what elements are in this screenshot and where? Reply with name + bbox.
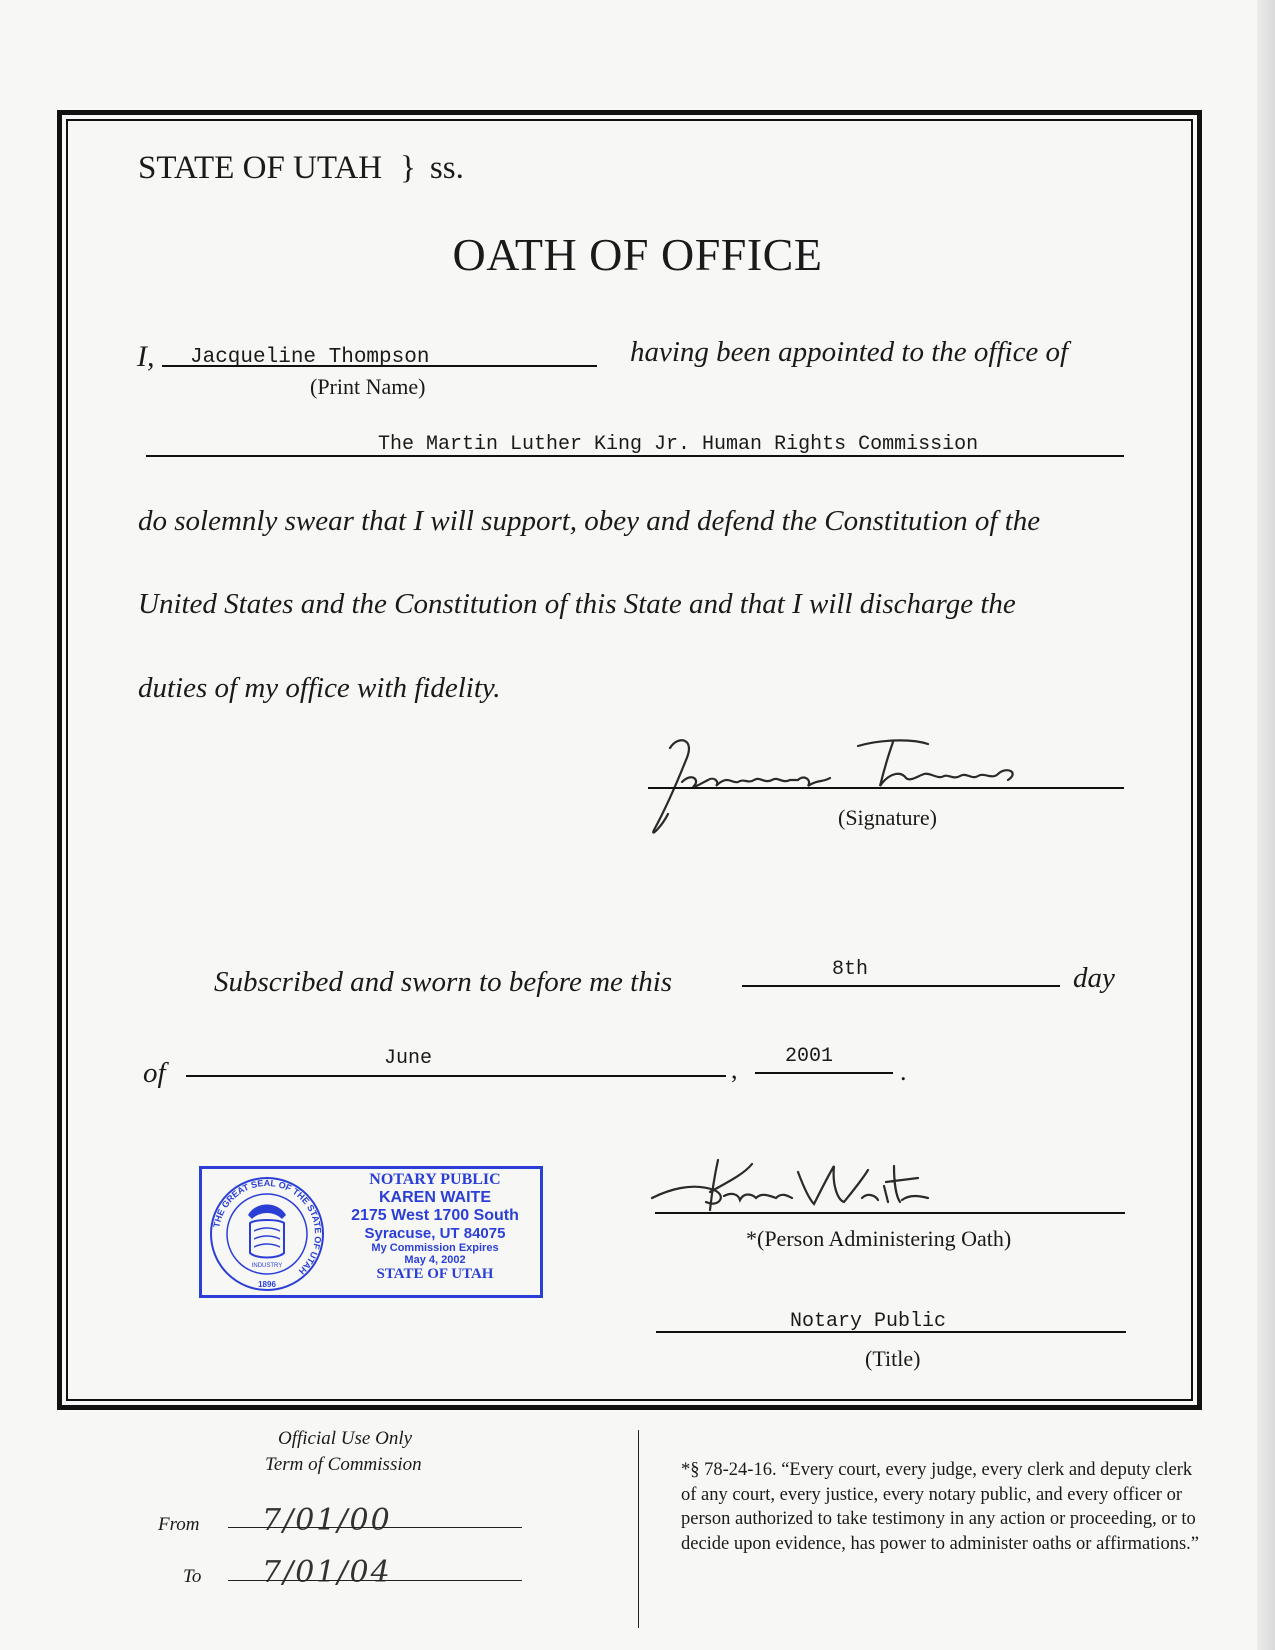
oath-line-1: do solemnly swear that I will support, obey and defend the Constitution of the: [138, 505, 1041, 537]
seal-motto: INDUSTRY: [251, 1263, 283, 1269]
to-label: To: [183, 1566, 202, 1587]
ss-abbrev: ss.: [429, 150, 464, 186]
state-seal-icon: [208, 1175, 326, 1293]
office-value: The Martin Luther King Jr. Human Rights Commission: [378, 433, 979, 456]
day-value: 8th: [832, 958, 869, 981]
period: .: [900, 1057, 907, 1086]
official-use-heading: Official Use Only: [278, 1428, 413, 1449]
print-name-line: [162, 365, 597, 367]
oath-line-2: United States and the Constitution of this State and that I will discharge the: [138, 588, 1016, 620]
i-prefix: I,: [137, 340, 155, 373]
title-value: Notary Public: [790, 1310, 947, 1333]
stamp-line-6: May 4, 2002: [404, 1254, 466, 1266]
day-label: day: [1073, 962, 1115, 994]
state-name: STATE OF UTAH: [138, 150, 383, 186]
title-caption: (Title): [865, 1346, 921, 1371]
stamp-line-2: KAREN WAITE: [379, 1189, 491, 1206]
bottom-divider: [638, 1430, 639, 1628]
of-label: of: [143, 1057, 166, 1089]
print-name-caption: (Print Name): [310, 374, 426, 399]
brace-symbol: }: [400, 150, 416, 186]
comma: ,: [731, 1055, 738, 1084]
stamp-line-3: 2175 West 1700 South: [351, 1207, 519, 1224]
seal-ring-text: THE GREAT SEAL OF THE STATE OF UTAH: [211, 1177, 324, 1277]
oath-line-3: duties of my office with fidelity.: [138, 672, 501, 704]
stamp-line-5: My Commission Expires: [371, 1242, 499, 1254]
month-line: [186, 1075, 726, 1077]
appointed-text: having been appointed to the office of: [630, 336, 1069, 368]
statute-footnote: *§ 78-24-16. “Every court, every judge, every clerk and deputy clerk of any court, every justice, every notary public, and every officer or person authorized to take testimony in any action or proceeding, or to decide upon evidence, has power to administer oaths or affirmations.”: [681, 1460, 1200, 1554]
stamp-line-1: NOTARY PUBLIC: [369, 1171, 501, 1188]
from-label: From: [158, 1514, 200, 1535]
office-line: [146, 455, 1124, 457]
stamp-line-7: STATE OF UTAH: [376, 1266, 494, 1282]
print-name-value: Jacqueline Thompson: [190, 346, 430, 369]
signature-caption: (Signature): [838, 805, 937, 830]
document-title: OATH OF OFFICE: [452, 229, 823, 280]
from-value: 7/01/00: [262, 1503, 392, 1538]
signature-line: [648, 787, 1124, 789]
month-value: June: [384, 1047, 433, 1070]
administrator-caption: *(Person Administering Oath): [746, 1226, 1012, 1251]
day-line: [742, 985, 1060, 987]
term-of-commission-heading: Term of Commission: [265, 1454, 422, 1475]
to-line: [228, 1580, 522, 1581]
notary-stamp: [199, 1166, 543, 1298]
seal-year: 1896: [258, 1280, 276, 1289]
subscribed-text: Subscribed and sworn to before me this: [214, 966, 673, 998]
state-heading: [138, 150, 464, 187]
to-value: 7/01/04: [262, 1555, 392, 1590]
from-line: [228, 1527, 522, 1528]
year-value: 2001: [785, 1045, 834, 1068]
title-line: [656, 1331, 1126, 1333]
stamp-line-4: Syracuse, UT 84075: [364, 1225, 506, 1242]
stamp-text-block: [330, 1171, 540, 1283]
administrator-line: [655, 1212, 1125, 1214]
year-line: [755, 1072, 893, 1074]
